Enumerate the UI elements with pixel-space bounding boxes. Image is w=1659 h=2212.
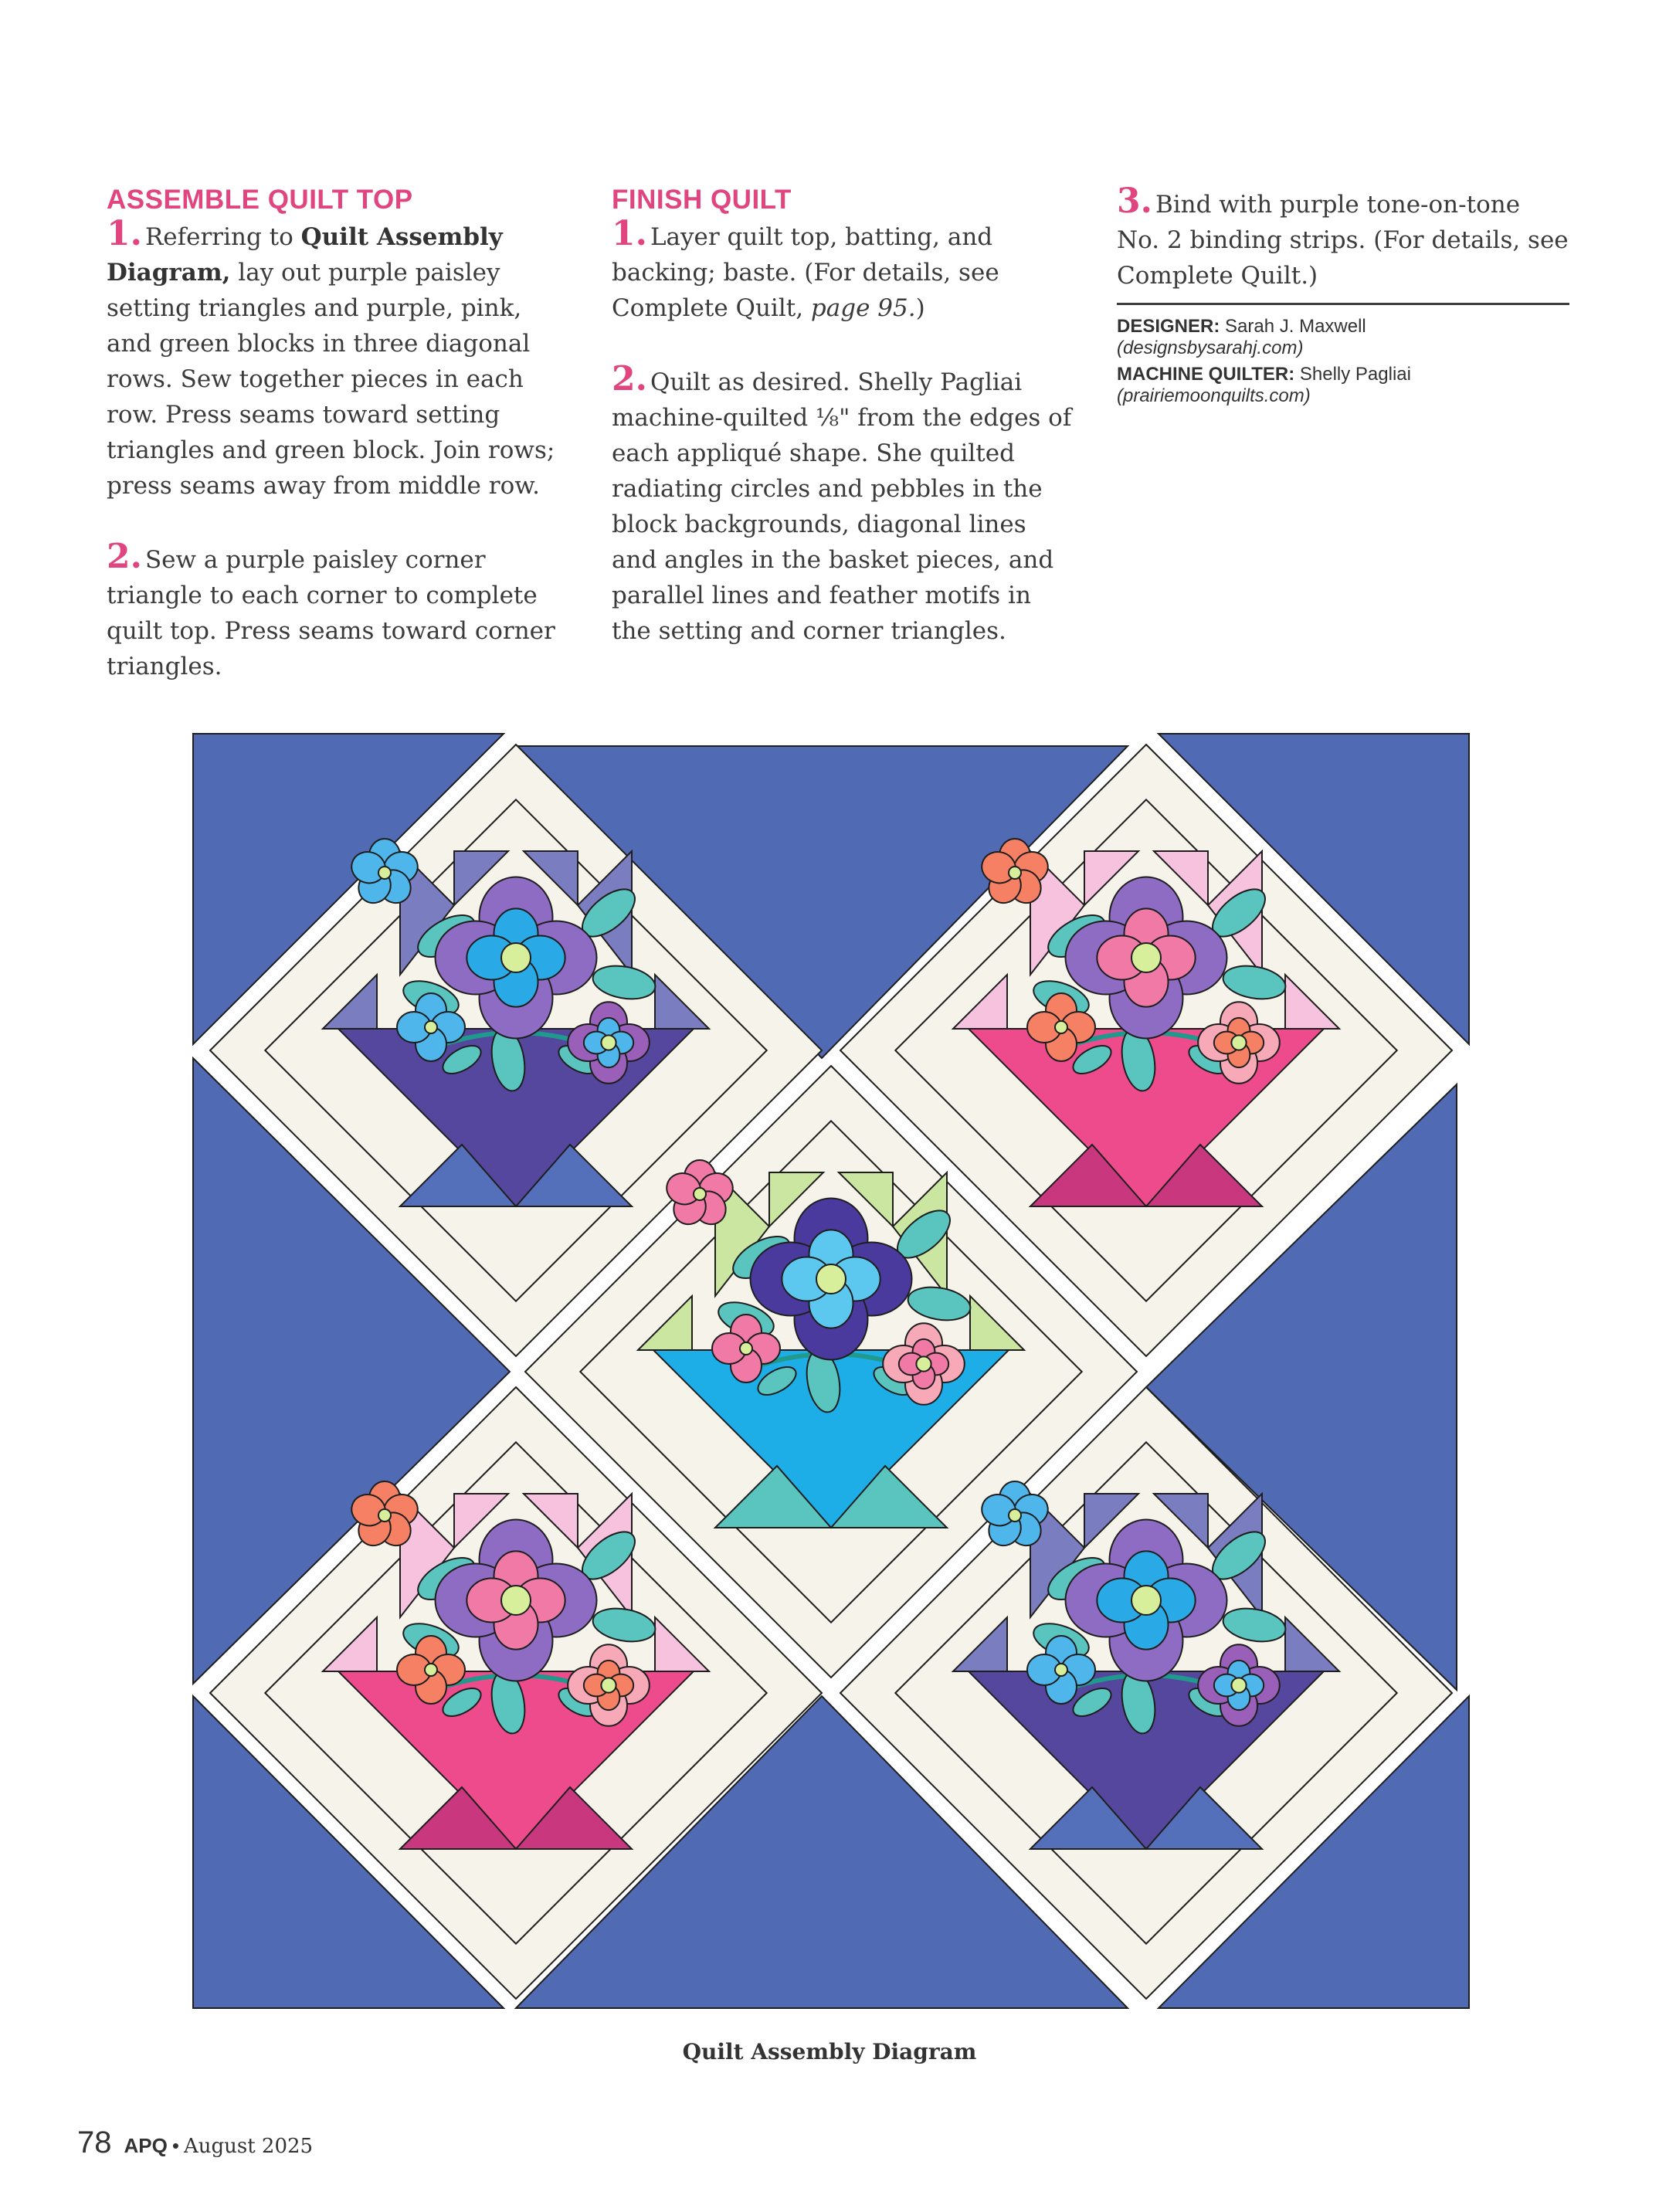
step-number: 2. <box>107 537 142 576</box>
flower-center <box>1231 1678 1246 1692</box>
flower-center <box>1131 943 1161 972</box>
issue-date: August 2025 <box>183 2135 314 2158</box>
finish-step-1: 1. Layer quilt top, batting, and backing; baste. (For details, see Complete Quilt, page 95.) <box>612 214 999 322</box>
flower-center <box>1055 1664 1067 1676</box>
magazine-name: APQ <box>124 2134 168 2157</box>
step-number: 3. <box>1117 182 1152 221</box>
flower-center <box>378 867 391 879</box>
page-number: 78 <box>77 2125 112 2159</box>
step-number: 1. <box>612 214 647 253</box>
flower-center <box>694 1188 706 1200</box>
flower-center <box>1009 867 1021 879</box>
flower-center <box>1055 1021 1067 1033</box>
flower-center <box>425 1664 437 1676</box>
assemble-heading: ASSEMBLE QUILT TOP <box>107 185 413 215</box>
finish-heading: FINISH QUILT <box>612 185 792 215</box>
flower-center <box>740 1342 752 1355</box>
flower-center <box>1231 1035 1246 1050</box>
flower-center <box>1131 1586 1161 1615</box>
assemble-step-2: 2. Sew a purple paisley corner triangle to each corner to complete quilt top. Press seams toward corner triangles. <box>107 537 555 680</box>
page-footer: 78 APQ • August 2025 <box>77 2125 314 2159</box>
designer-credit: DESIGNER: Sarah J. Maxwell (designsbysarahj.com) <box>1117 316 1366 358</box>
flower-center <box>916 1356 931 1371</box>
finish-step-3: 3. Bind with purple tone-on-tone No. 2 binding strips. (For details, see Complete Quilt.) <box>1117 182 1569 290</box>
flower-center <box>501 943 531 972</box>
flower-center <box>1009 1509 1021 1522</box>
flower-center <box>501 1586 531 1615</box>
flower-center <box>378 1509 391 1522</box>
finish-step-2: 2. Quilt as desired. Shelly Pagliai machine-quilted ⅛" from the edges of each appliqué shape. She quilted radiating circles and pebbles in the block backgrounds, diagonal lines and angles in the basket pieces, and parallel lines and feather motifs in the setting and corner triangles. <box>612 359 1072 645</box>
assemble-step-1: 1. Referring to Quilt Assembly Diagram, lay out purple paisley setting triangles and purple, pink, and green blocks in three diagonal rows. Sew together pieces in each row. Press seams toward setting triangles and green block. Join rows; press seams away from middle row. <box>107 214 555 500</box>
diagram-caption: Quilt Assembly Diagram <box>682 2039 977 2064</box>
flower-center <box>816 1264 846 1294</box>
flower-center <box>425 1021 437 1033</box>
step-number: 1. <box>107 214 142 253</box>
flower-center <box>601 1678 616 1692</box>
step-number: 2. <box>612 359 647 399</box>
quilter-credit: MACHINE QUILTER: Shelly Pagliai (prairiemoonquilts.com) <box>1117 364 1411 406</box>
flower-center <box>601 1035 616 1050</box>
